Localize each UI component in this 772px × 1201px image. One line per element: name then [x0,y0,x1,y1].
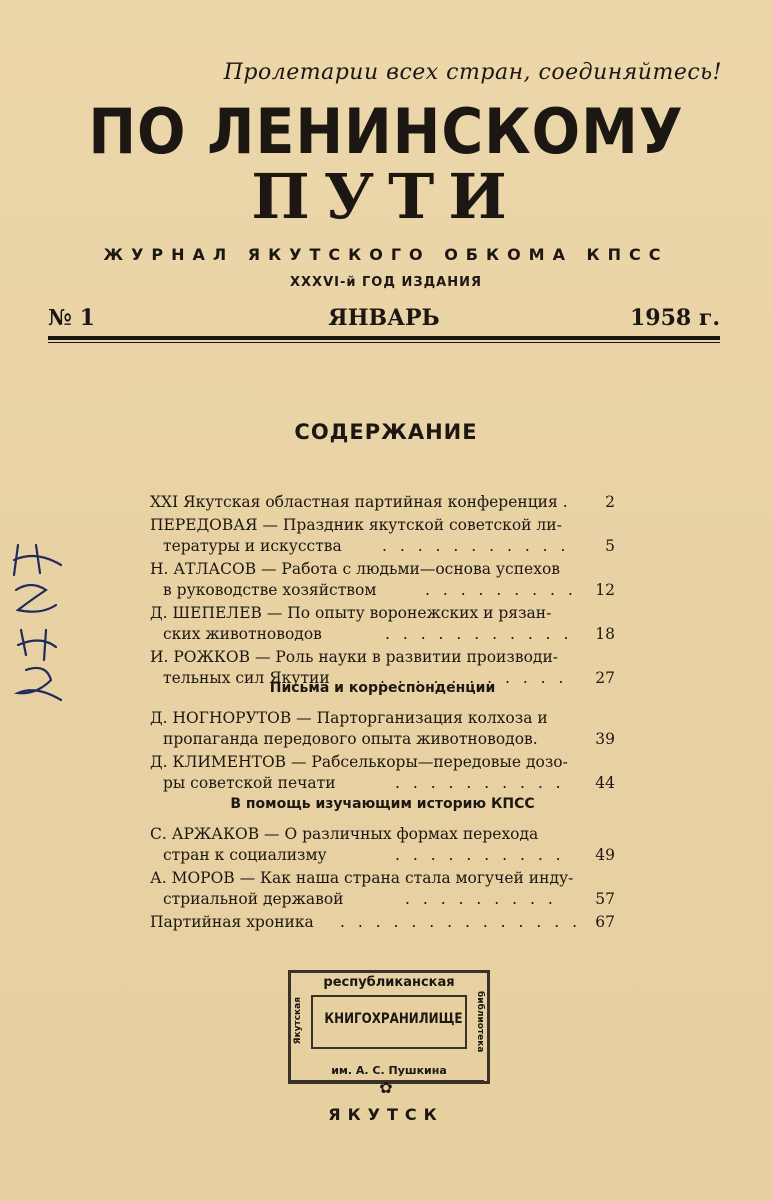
page-number: 27 [595,669,615,687]
section-heading-letters: Письма и корреспонденции [269,680,496,696]
toc-entry: И. РОЖКОВ — Роль науки в развитии производи- тельных сил Якутии . . . . . . . . . . . 27 [150,648,615,687]
toc-entry: Д. КЛИМЕНТОВ — Рабселькоры—передовые дозо- ры советской печати . . . . . . . . . . 44 [150,753,615,792]
issue-month: ЯНВАРЬ [328,305,440,331]
stamp-top-text: республиканская [323,975,455,990]
section-heading-history: В помощь изучающим историю КПСС [230,796,535,812]
journal-title-line1: ПО ЛЕНИНСКОМУ [88,95,684,168]
toc-entry: Партийная хроника . . . . . . . . . . . . . . 67 [150,913,615,931]
journal-subtitle: ЖУРНАЛ ЯКУТСКОГО ОБКОМА КПСС [103,245,669,264]
toc-entry: Н. АТЛАСОВ — Работа с людьми—основа успехов в руководстве хозяйством . . . . . . . . . 12 [150,560,615,599]
toc-entry: XXI Якутская областная партийная конференция . 2 [150,493,615,511]
year-of-publication: XXXVI-й ГОД ИЗДАНИЯ [290,275,482,290]
header-rule-thick [48,336,720,340]
issue-number: № 1 [48,305,95,331]
ornament-icon: ✿ [379,1078,393,1097]
issue-year: 1958 г. [629,305,720,331]
stamp-inner-box [311,995,467,1049]
page-number: 44 [595,774,615,792]
publication-city: ЯКУТСК [328,1105,444,1124]
page-number: 18 [595,625,615,643]
stamp-right-text: библиотека [475,991,485,1053]
page-number: 39 [595,730,615,748]
journal-title-line2: ПУТИ [251,160,521,233]
stamp-bottom-text: им. А. С. Пушкина [331,1064,447,1077]
page-number: 5 [605,537,615,555]
toc-entry: С. АРЖАКОВ — О различных формах перехода стран к социализму . . . . . . . . . . 49 [150,825,615,864]
page-number: 49 [595,846,615,864]
header-rule-thin [48,342,720,343]
motto: Пролетарии всех стран, соединяйтесь! [223,60,722,85]
toc-entry: А. МОРОВ — Как наша страна стала могучей инду- стриальной державой . . . . . . . . . 57 [150,869,615,908]
stamp-left-text: Якутская [293,997,303,1045]
toc-entry: Д. НОГНОРУТОВ — Парторганизация колхоза и пропаганда передового опыта животноводов. 39 [150,709,615,748]
page-number: 57 [595,890,615,908]
toc-entry: ПЕРЕДОВАЯ — Праздник якутской советской ли- тературы и искусства . . . . . . . . . . . 5 [150,516,615,555]
contents-heading: СОДЕРЖАНИЕ [294,420,478,444]
library-stamp [288,970,490,1084]
page-number: 12 [595,581,615,599]
handwritten-note [6,535,76,705]
toc-entry: Д. ШЕПЕЛЕВ — По опыту воронежских и рязан- ских животноводов . . . . . . . . . . . 18 [150,604,615,643]
page-number: 2 [605,493,615,511]
page-number: 67 [595,913,615,931]
issue-info-row [48,305,720,335]
stamp-middle-text: КНИГОХРАНИЛИЩЕ [324,1011,463,1027]
